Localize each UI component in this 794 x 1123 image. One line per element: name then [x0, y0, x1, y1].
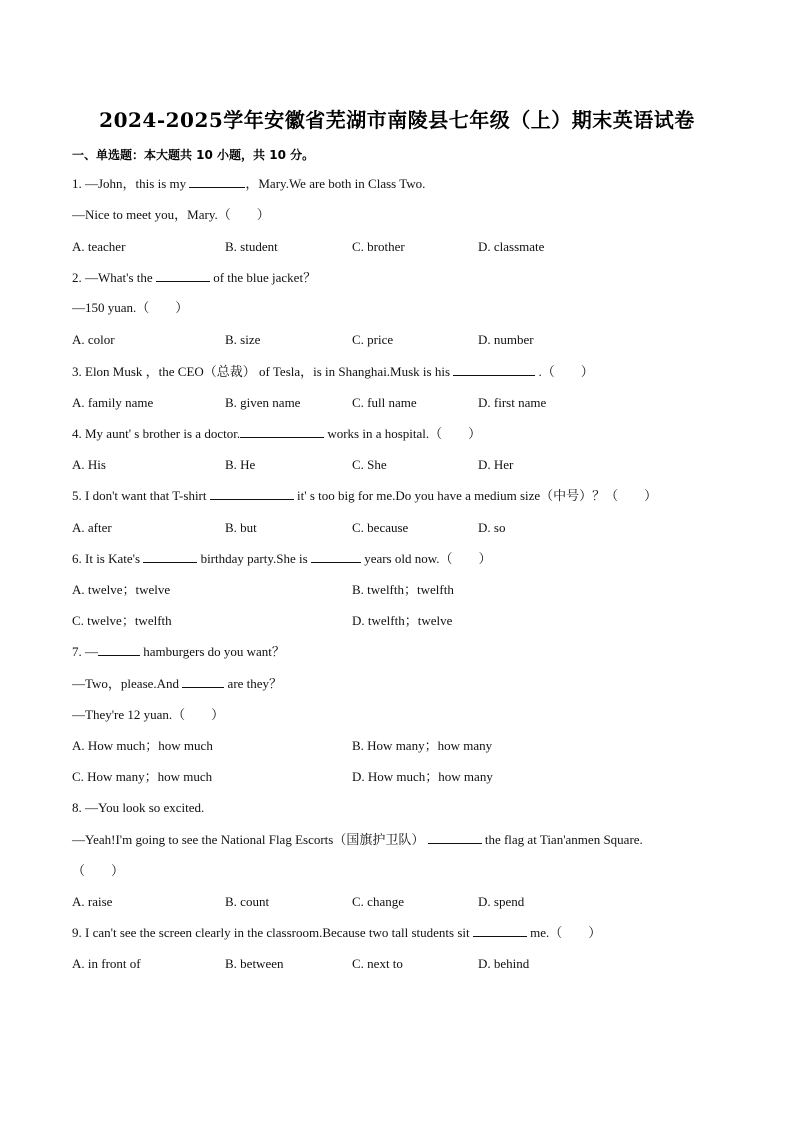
question-6-stem: [72, 550, 722, 568]
question-text: 1. —John，this is my: [72, 176, 187, 191]
question-3-option-d: D. first name: [478, 395, 547, 410]
page-title: 2024-2025学年安徽省芜湖市南陵县七年级（上）期末英语试卷: [99, 108, 695, 132]
answer-blank: [311, 550, 361, 563]
question-text: 2. —What's the: [72, 270, 153, 285]
question-4-option-a: A. His: [72, 457, 106, 472]
question-6-option-d: D. twelfth；twelve: [352, 613, 453, 628]
question-3-stem: [72, 363, 722, 381]
question-8-option-a: A. raise: [72, 894, 113, 909]
answer-blank: [240, 425, 324, 438]
question-2-option-b: B. size: [225, 332, 261, 347]
question-6-option-c: C. twelve；twelfth: [72, 613, 172, 628]
question-8-option-b: B. count: [225, 894, 270, 909]
question-3-option-b: B. given name: [225, 395, 301, 410]
question-7-reply-2: —They're 12 yuan.（ ）: [72, 707, 225, 722]
question-3-option-a: A. family name: [72, 395, 154, 410]
question-5-option-a: A. after: [72, 520, 112, 535]
question-2-reply: —150 yuan.（ ）: [72, 300, 189, 315]
question-text: years old now.（ ）: [364, 551, 492, 566]
question-8-reply: [72, 831, 722, 849]
question-9-option-a: A. in front of: [72, 956, 141, 971]
question-7-option-c: C. How many；how much: [72, 769, 213, 784]
question-1-stem: [72, 175, 722, 193]
question-text: 5. I don't want that T-shirt: [72, 488, 207, 503]
question-text: —Two，please.And: [72, 676, 180, 691]
section-heading: 一、单选题：本大题共 10 小题，共 10 分。: [72, 148, 315, 162]
question-text: the flag at Tian'anmen Square.: [484, 832, 643, 847]
question-2-option-a: A. color: [72, 332, 115, 347]
question-text: 4. My aunt' s brother is a doctor.: [72, 426, 241, 441]
answer-blank: [182, 675, 224, 688]
question-9-stem: [72, 924, 722, 942]
question-6-option-b: B. twelfth；twelfth: [352, 582, 454, 597]
question-text: works in a hospital.（ ）: [327, 426, 482, 441]
question-9-option-c: C. next to: [352, 956, 403, 971]
question-text: hamburgers do you want？: [143, 644, 285, 659]
question-4-stem: [72, 425, 722, 443]
question-4-option-d: D. Her: [478, 457, 514, 472]
answer-blank: [210, 487, 294, 500]
question-9-option-d: D. behind: [478, 956, 530, 971]
question-9-option-b: B. between: [225, 956, 284, 971]
question-text: .（ ）: [538, 364, 594, 379]
question-text: 7. —: [72, 644, 98, 659]
question-8-option-d: D. spend: [478, 894, 525, 909]
question-8-stem: 8. —You look so excited.: [72, 800, 205, 815]
question-text: me.（ ）: [530, 925, 602, 940]
question-5-option-b: B. but: [225, 520, 257, 535]
answer-blank: [453, 363, 535, 376]
question-7-option-d: D. How much；how many: [352, 769, 493, 784]
question-text: ，Mary.We are both in Class Two.: [245, 176, 426, 191]
question-1-option-c: C. brother: [352, 239, 405, 254]
answer-blank: [98, 643, 140, 656]
question-5-option-c: C. because: [352, 520, 409, 535]
answer-blank: [156, 269, 210, 282]
question-2-option-d: D. number: [478, 332, 534, 347]
question-5-option-d: D. so: [478, 520, 506, 535]
question-1-option-b: B. student: [225, 239, 278, 254]
question-6-option-a: A. twelve；twelve: [72, 582, 171, 597]
question-1-option-a: A. teacher: [72, 239, 126, 254]
question-text: 6. It is Kate's: [72, 551, 141, 566]
question-7-option-b: B. How many；how many: [352, 738, 493, 753]
answer-blank: [143, 550, 197, 563]
question-8-option-c: C. change: [352, 894, 404, 909]
question-1-reply: —Nice to meet you，Mary.（ ）: [72, 207, 270, 222]
answer-blank: [189, 175, 245, 188]
question-3-option-c: C. full name: [352, 395, 417, 410]
question-text: birthday party.She is: [200, 551, 308, 566]
question-4-option-b: B. He: [225, 457, 256, 472]
question-text: of the blue jacket？: [213, 270, 317, 285]
question-5-stem: [72, 487, 722, 505]
question-text: —Yeah!I'm going to see the National Flag Escorts（国旗护卫队）: [72, 832, 425, 847]
question-8-bracket: （ ）: [72, 863, 125, 878]
question-2-stem: [72, 269, 722, 287]
question-text: 9. I can't see the screen clearly in the classroom.Because two tall students sit: [72, 925, 470, 940]
answer-blank: [473, 924, 527, 937]
question-4-option-c: C. She: [352, 457, 387, 472]
question-7-reply: [72, 675, 722, 693]
answer-blank: [428, 831, 482, 844]
question-text: 3. Elon Musk ，the CEO（总裁） of Tesla，is in Shanghai.Musk is his: [72, 364, 451, 379]
question-2-option-c: C. price: [352, 332, 394, 347]
question-text: it' s too big for me.Do you have a medium size（中号）？（ ）: [297, 488, 658, 503]
question-1-option-d: D. classmate: [478, 239, 545, 254]
question-7-stem: [72, 643, 722, 661]
question-text: are they？: [227, 676, 283, 691]
question-7-option-a: A. How much；how much: [72, 738, 213, 753]
